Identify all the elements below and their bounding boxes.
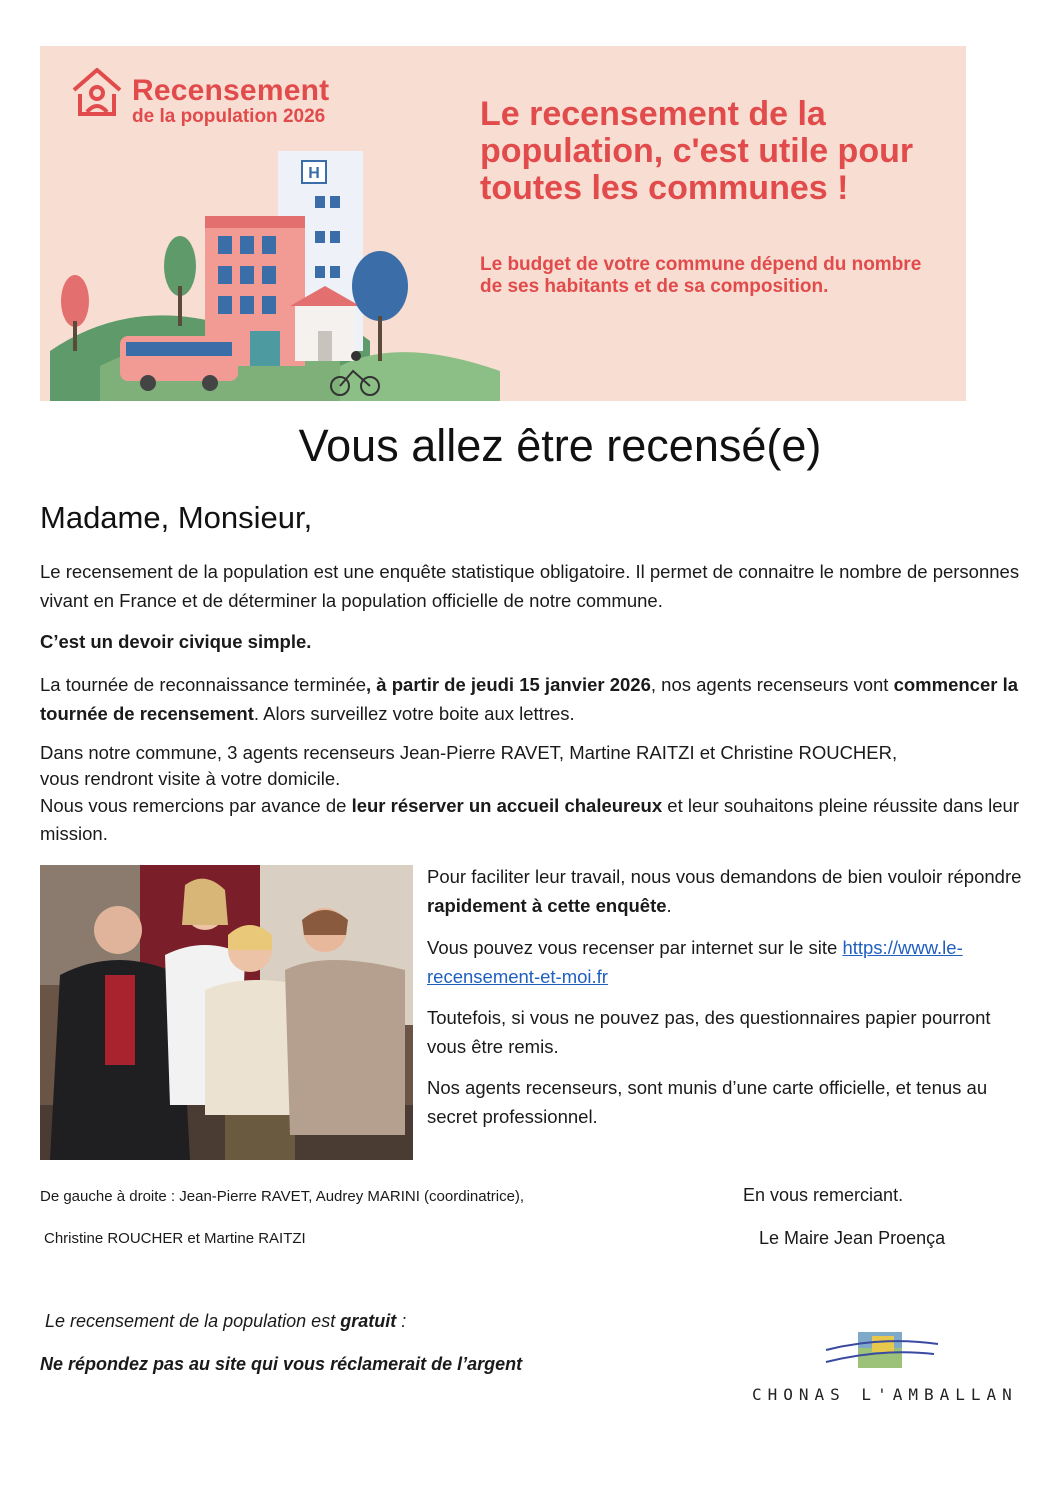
free-notice-end: : [396,1311,407,1331]
agents-welcome: leur réserver un accueil chaleureux [351,795,663,816]
schedule-date: , à partir de jeudi 15 janvier 2026 [366,674,651,695]
paragraph-paper: Toutefois, si vous ne pouvez pas, des questionnaires papier pourront vous être remis. [427,1007,991,1057]
agents-line-3a: Nous vous remercions par avance de [40,795,352,816]
banner-headline: Le recensement de la population, c'est utile pour toutes les communes ! [480,95,914,207]
schedule-text-a: La tournée de reconnaissance terminée [40,674,367,695]
photo-caption-line-2: Christine ROUCHER et Martine RAITZI [44,1230,306,1247]
schedule-text-e: . Alors surveillez votre boite aux lettres. [253,703,575,724]
banner-image [40,46,966,401]
banner-logo-subtitle: de la population 2026 [132,106,326,127]
signature-thanks: En vous remerciant. [743,1185,904,1205]
city-illustration [40,136,510,401]
paragraph-official-card: Nos agents recenseurs, sont munis d’une carte officielle, et tenus au secret professionnel. [427,1077,988,1127]
quick-reply-end: . [666,895,672,916]
online-text: Vous pouvez vous recenser par internet sur le site [427,937,843,958]
paragraph-agents [40,740,1030,848]
commune-logo-text: CHONAS L'AMBALLAN [752,1385,1018,1404]
paragraph-online [427,933,1027,991]
free-notice-emphasis: gratuit [340,1311,397,1331]
greeting: Madame, Monsieur, [40,500,313,535]
agents-line-3 [40,792,1030,848]
paragraph-civic-duty: C’est un devoir civique simple. [40,631,312,652]
commune-logo-emblem [822,1328,942,1376]
census-house-icon [68,64,126,120]
schedule-start: commencer la tournée de recensement [40,674,1019,724]
hospital-sign: H [308,165,320,182]
quick-reply-text: Pour faciliter leur travail, nous vous demandons de bien vouloir répondre [427,866,1022,887]
agents-line-3c: et leur souhaitons pleine réussite dans leur mission. [40,795,1019,844]
schedule-text-c: , nos agents recenseurs vont [650,674,894,695]
paragraph-intro: Le recensement de la population est une enquête statistique obligatoire. Il permet de connaitre le nombre de personnes vivant en France et de déterminer la population officielle de notre commune. [40,561,1020,611]
page-title: Vous allez être recensé(e) [298,420,822,471]
paragraph-schedule [40,670,1030,728]
signature-mayor: Le Maire Jean Proença [759,1228,946,1248]
footer-warning: Ne répondez pas au site qui vous réclamerait de l’argent [40,1354,523,1374]
quick-reply-emphasis: rapidement à cette enquête [427,895,667,916]
free-notice-text: Le recensement de la population est [45,1311,341,1331]
agents-photo [40,865,413,1160]
footer-free-notice [45,1311,406,1332]
agents-photo-illustration [40,865,413,1160]
photo-caption-line-1: De gauche à droite : Jean-Pierre RAVET, Audrey MARINI (coordinatrice), [40,1188,525,1205]
banner-logo-title: Recensement [132,74,330,107]
agents-line-2: vous rendront visite à votre domicile. [40,768,341,789]
agents-line-1: Dans notre commune, 3 agents recenseurs Jean-Pierre RAVET, Martine RAITZI et Christine ROUCHER, [40,742,898,763]
paragraph-quick-reply [427,862,1027,920]
banner-body-text: Le budget de votre commune dépend du nombre de ses habitants et de sa composition. [480,254,922,297]
census-website-link[interactable]: https://www.le-recensement-et-moi.fr [427,937,963,987]
